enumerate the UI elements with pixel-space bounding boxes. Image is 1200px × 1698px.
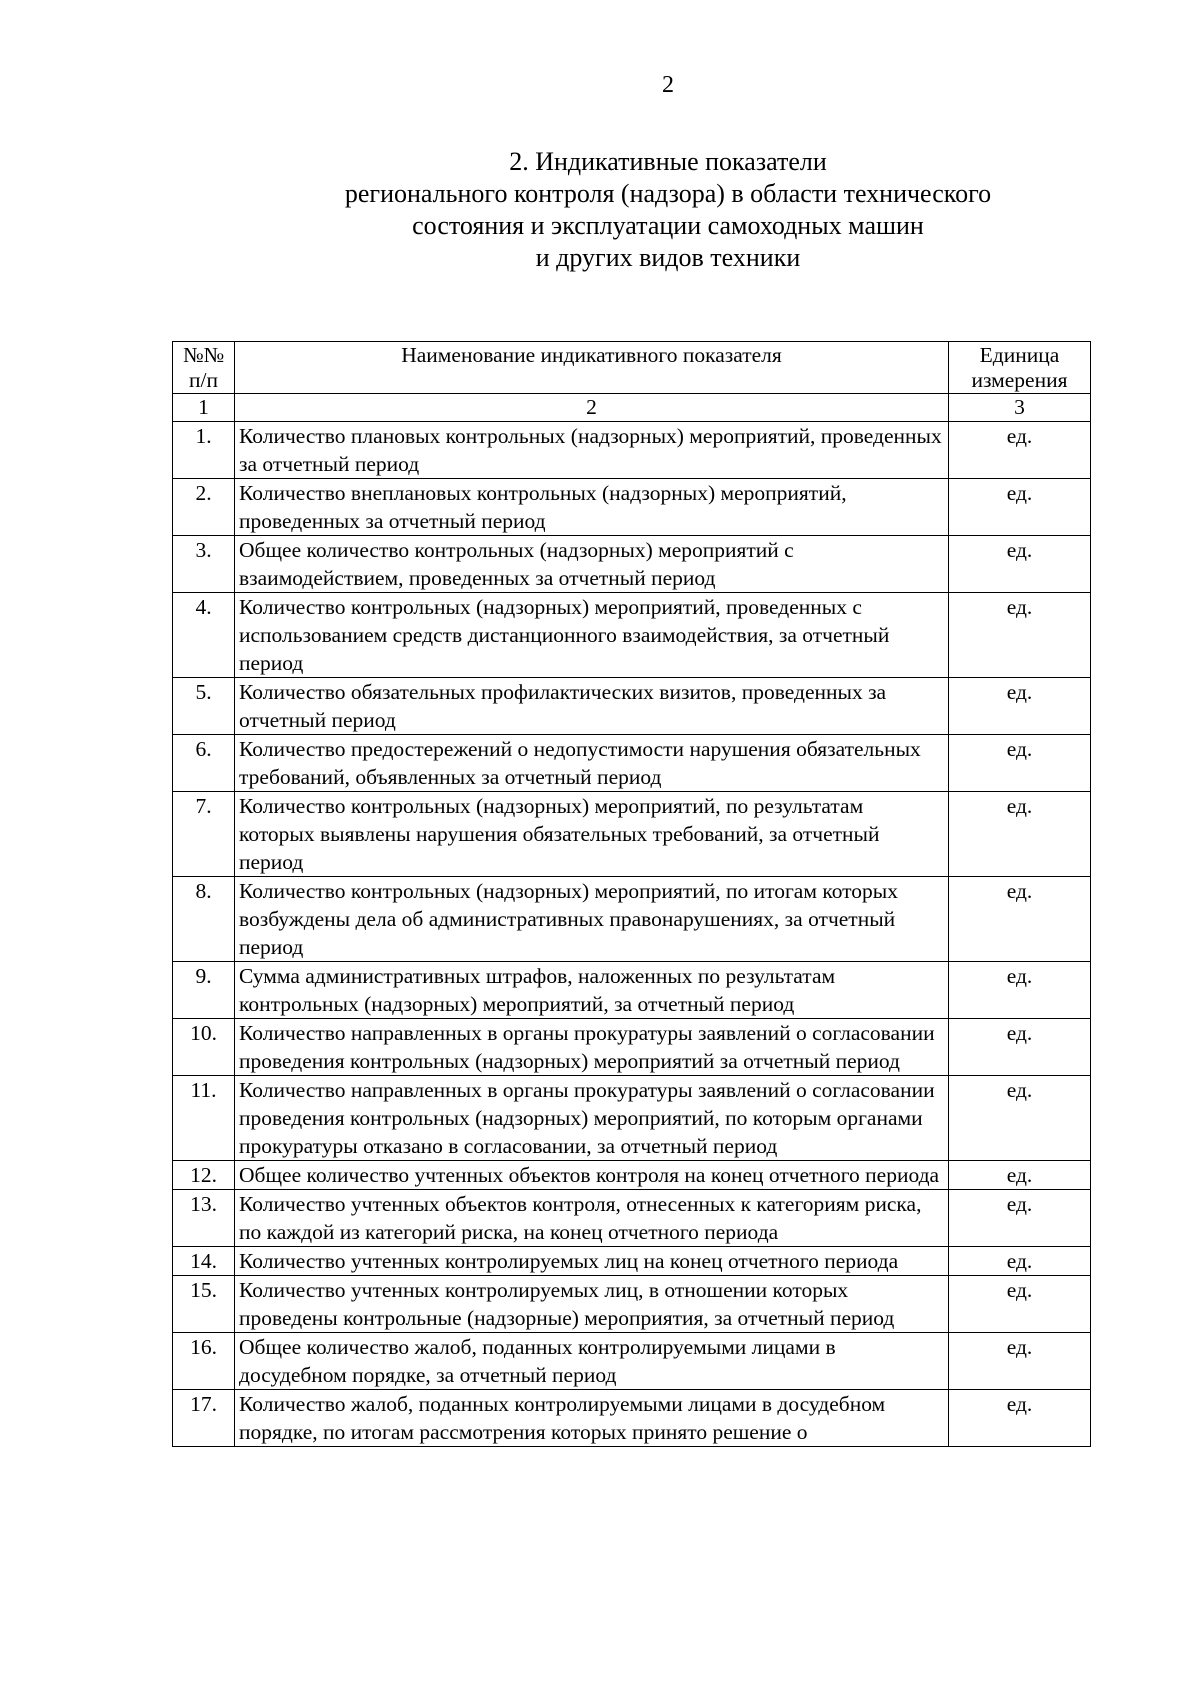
indicator-name: Общее количество жалоб, поданных контролируемыми лицами в досудебном порядке, за отчетный период	[235, 1333, 949, 1390]
unit-of-measure: ед.	[949, 792, 1091, 877]
indicator-name: Количество учтенных контролируемых лиц на конец отчетного периода	[235, 1247, 949, 1276]
indicator-name: Количество обязательных профилактических визитов, проведенных за отчетный период	[235, 678, 949, 735]
row-number: 17.	[173, 1390, 235, 1447]
table-row	[173, 678, 1091, 735]
indicator-name: Количество жалоб, поданных контролируемыми лицами в досудебном порядке, по итогам рассмотрения которых принято решение о	[235, 1390, 949, 1447]
row-number: 14.	[173, 1247, 235, 1276]
column-number: 3	[949, 394, 1091, 422]
header-name: Наименование индикативного показателя	[235, 342, 949, 394]
unit-of-measure: ед.	[949, 1190, 1091, 1247]
unit-of-measure: ед.	[949, 1390, 1091, 1447]
indicators-table	[172, 341, 1091, 1447]
table-row	[173, 422, 1091, 479]
table-row	[173, 877, 1091, 962]
title-line: регионального контроля (надзора) в области технического	[344, 179, 992, 208]
indicator-name: Количество направленных в органы прокуратуры заявлений о согласовании проведения контрольных (надзорных) мероприятий, по которым органами прокуратуры отказано в согласовании, за отчетный период	[235, 1076, 949, 1161]
unit-of-measure: ед.	[949, 1247, 1091, 1276]
table-row	[173, 962, 1091, 1019]
table-row	[173, 1161, 1091, 1190]
indicator-name: Количество учтенных контролируемых лиц, в отношении которых проведены контрольные (надзорные) мероприятия, за отчетный период	[235, 1276, 949, 1333]
row-number: 7.	[173, 792, 235, 877]
header-num: №№ п/п	[173, 342, 235, 394]
unit-of-measure: ед.	[949, 877, 1091, 962]
column-number: 2	[235, 394, 949, 422]
table-row	[173, 1333, 1091, 1390]
unit-of-measure: ед.	[949, 1076, 1091, 1161]
row-number: 15.	[173, 1276, 235, 1333]
unit-of-measure: ед.	[949, 536, 1091, 593]
row-number: 11.	[173, 1076, 235, 1161]
indicator-name: Общее количество учтенных объектов контроля на конец отчетного периода	[235, 1161, 949, 1190]
row-number: 10.	[173, 1019, 235, 1076]
row-number: 3.	[173, 536, 235, 593]
row-number: 2.	[173, 479, 235, 536]
unit-of-measure: ед.	[949, 593, 1091, 678]
table-row	[173, 1076, 1091, 1161]
table-header-row	[173, 342, 1091, 394]
indicator-name: Количество контрольных (надзорных) мероприятий, проведенных с использованием средств дистанционного взаимодействия, за отчетный период	[235, 593, 949, 678]
unit-of-measure: ед.	[949, 1333, 1091, 1390]
unit-of-measure: ед.	[949, 962, 1091, 1019]
table-row	[173, 1276, 1091, 1333]
row-number: 6.	[173, 735, 235, 792]
row-number: 1.	[173, 422, 235, 479]
row-number: 5.	[173, 678, 235, 735]
row-number: 16.	[173, 1333, 235, 1390]
unit-of-measure: ед.	[949, 422, 1091, 479]
indicator-name: Количество направленных в органы прокуратуры заявлений о согласовании проведения контрольных (надзорных) мероприятий за отчетный период	[235, 1019, 949, 1076]
indicator-name: Количество предостережений о недопустимости нарушения обязательных требований, объявленных за отчетный период	[235, 735, 949, 792]
section-title	[0, 146, 1200, 274]
table-row	[173, 536, 1091, 593]
table-row	[173, 1247, 1091, 1276]
column-number: 1	[173, 394, 235, 422]
table-row	[173, 593, 1091, 678]
indicator-name: Количество внеплановых контрольных (надзорных) мероприятий, проведенных за отчетный период	[235, 479, 949, 536]
title-line: 2. Индикативные показатели	[509, 147, 827, 176]
row-number: 12.	[173, 1161, 235, 1190]
unit-of-measure: ед.	[949, 479, 1091, 536]
table-row	[173, 735, 1091, 792]
indicator-name: Количество контрольных (надзорных) мероприятий, по итогам которых возбуждены дела об административных правонарушениях, за отчетный период	[235, 877, 949, 962]
row-number: 9.	[173, 962, 235, 1019]
header-unit: Единица измерения	[949, 342, 1091, 394]
indicator-name: Количество учтенных объектов контроля, отнесенных к категориям риска, по каждой из категорий риска, на конец отчетного периода	[235, 1190, 949, 1247]
row-number: 8.	[173, 877, 235, 962]
unit-of-measure: ед.	[949, 1161, 1091, 1190]
table-row	[173, 792, 1091, 877]
title-line: состояния и эксплуатации самоходных машин	[412, 211, 924, 240]
table-row	[173, 1019, 1091, 1076]
unit-of-measure: ед.	[949, 1019, 1091, 1076]
title-line: и других видов техники	[535, 243, 801, 272]
unit-of-measure: ед.	[949, 1276, 1091, 1333]
row-number: 13.	[173, 1190, 235, 1247]
table-row	[173, 1190, 1091, 1247]
indicator-name: Количество плановых контрольных (надзорных) мероприятий, проведенных за отчетный период	[235, 422, 949, 479]
row-number: 4.	[173, 593, 235, 678]
indicator-name: Общее количество контрольных (надзорных) мероприятий с взаимодействием, проведенных за отчетный период	[235, 536, 949, 593]
table-row	[173, 1390, 1091, 1447]
page-number: 2	[662, 72, 674, 98]
indicator-name: Сумма административных штрафов, наложенных по результатам контрольных (надзорных) мероприятий, за отчетный период	[235, 962, 949, 1019]
unit-of-measure: ед.	[949, 735, 1091, 792]
table-row	[173, 479, 1091, 536]
column-numbers-row	[173, 394, 1091, 422]
indicator-name: Количество контрольных (надзорных) мероприятий, по результатам которых выявлены нарушения обязательных требований, за отчетный период	[235, 792, 949, 877]
unit-of-measure: ед.	[949, 678, 1091, 735]
